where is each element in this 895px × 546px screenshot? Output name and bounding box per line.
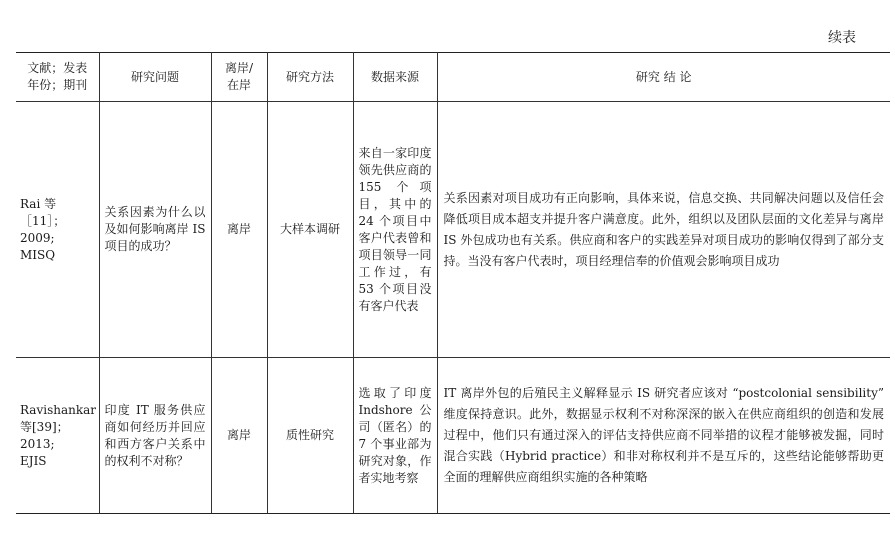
header-location: 离岸/ 在岸 — [211, 53, 267, 102]
cell-method: 质性研究 — [267, 358, 353, 514]
header-ref: 文献；发表 年份；期刊 — [16, 53, 99, 102]
cell-location: 离岸 — [211, 358, 267, 514]
cell-question: 关系因素为什么以及如何影响离岸 IS 项目的成功？ — [99, 102, 211, 358]
cell-conclusion: IT 离岸外包的后殖民主义解释显示 IS 研究者应该对 “postcolonial sensibility” 维度保持意识。此外，数据显示权利不对称深深的嵌入在供应商组织的创造和发展过程中，他们只有通过深入的评估支持供应商不同举措的议程才能够被发掘，同时混合实践（Hybrid practice）和非对称权利并不是互斥的，这些结论能够帮助更全面的理解供应商组织实施的各种策略 — [437, 358, 890, 514]
continued-label: 续表 — [828, 30, 856, 46]
cell-ref: Ravishankar 等[39]；2013; EJIS — [16, 358, 99, 514]
cell-conclusion: 关系因素对项目成功有正向影响，具体来说，信息交换、共同解决问题以及信任会降低项目成本超支并提升客户满意度。此外，组织以及团队层面的文化差异与离岸 IS 外包成功也有关系。供应商和客户的实践差异对项目成功的影响仅得到了部分支持。当没有客户代表时，项目经理信奉的价值观会影响项目成功 — [437, 102, 890, 358]
header-method: 研究方法 — [267, 53, 353, 102]
cell-method: 大样本调研 — [267, 102, 353, 358]
cell-source: 选取了印度 Indshore 公司（匿名）的 7 个事业部为研究对象，作者实地考察 — [353, 358, 437, 514]
table-header-row — [16, 53, 890, 102]
cell-ref: Rai 等［11］； 2009; MISQ — [16, 102, 99, 358]
literature-table — [16, 52, 890, 514]
cell-location: 离岸 — [211, 102, 267, 358]
table-row — [16, 358, 890, 514]
table-row — [16, 102, 890, 358]
header-conclusion: 研究 结 论 — [437, 53, 890, 102]
header-question: 研究问题 — [99, 53, 211, 102]
cell-question: 印度 IT 服务供应商如何经历并回应和西方客户关系中的权利不对称？ — [99, 358, 211, 514]
header-source: 数据来源 — [353, 53, 437, 102]
cell-source: 来自一家印度领先供应商的 155 个项目，其中的 24 个项目中客户代表曾和项目领导一同工作过，有 53 个项目没有客户代表 — [353, 102, 437, 358]
